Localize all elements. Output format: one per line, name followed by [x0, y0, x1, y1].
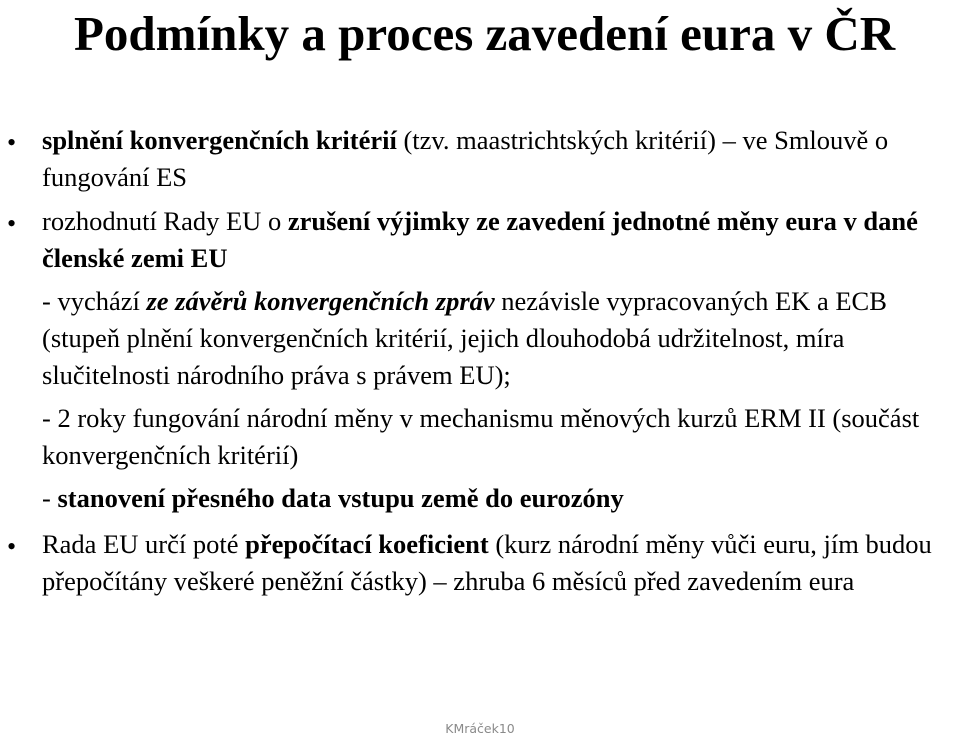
- bullet-item-council-decision: [42, 203, 954, 277]
- bold-text: přepočítací koeficient: [245, 529, 489, 559]
- sub-item-erm-ii: [42, 400, 954, 474]
- bold-text: stanovení přesného data vstupu země do eurozóny: [57, 483, 624, 513]
- plain-text: (kurz národní měny vůči euru, jím budou přepočítány veškeré peněžní částky) – zhruba 6 měsíců před zavedením eura: [42, 529, 932, 596]
- bullet-marker: •: [7, 532, 17, 561]
- bullet-item-convergence-criteria: [42, 122, 954, 196]
- bold-text: zrušení výjimky ze zavedení jednotné měny eura v dané členské zemi EU: [42, 206, 918, 273]
- bullet-marker: •: [7, 128, 17, 157]
- slide-title: Podmínky a proces zavedení eura v ČR: [74, 6, 896, 61]
- plain-text: Rada EU určí poté: [42, 529, 246, 559]
- slide-footer: KMráček10: [445, 721, 515, 736]
- plain-text: -: [42, 483, 58, 513]
- plain-text: rozhodnutí Rady EU o: [42, 206, 288, 236]
- sub-item-convergence-reports: [42, 283, 954, 394]
- sub-item-entry-date: [42, 480, 954, 517]
- plain-text: (tzv. maastrichtských kritérií) – ve Smlouvě o fungování ES: [42, 125, 889, 192]
- plain-text: - vychází: [42, 286, 147, 316]
- bullet-marker: •: [7, 209, 17, 238]
- plain-text: - 2 roky fungování národní měny v mechanismu měnových kurzů ERM II (součást konvergenčních kritérií): [42, 403, 920, 470]
- bold-italic-text: ze závěrů konvergenčních zpráv: [146, 286, 495, 316]
- bold-text: splnění konvergenčních kritérií: [42, 125, 397, 155]
- plain-text: nezávisle vypracovaných EK a ECB (stupeň plnění konvergenčních kritérií, jejich dlouhodobá udržitelnost, míra slučitelnosti národního práva s právem EU);: [42, 286, 887, 390]
- bullet-item-conversion-rate: [42, 526, 954, 600]
